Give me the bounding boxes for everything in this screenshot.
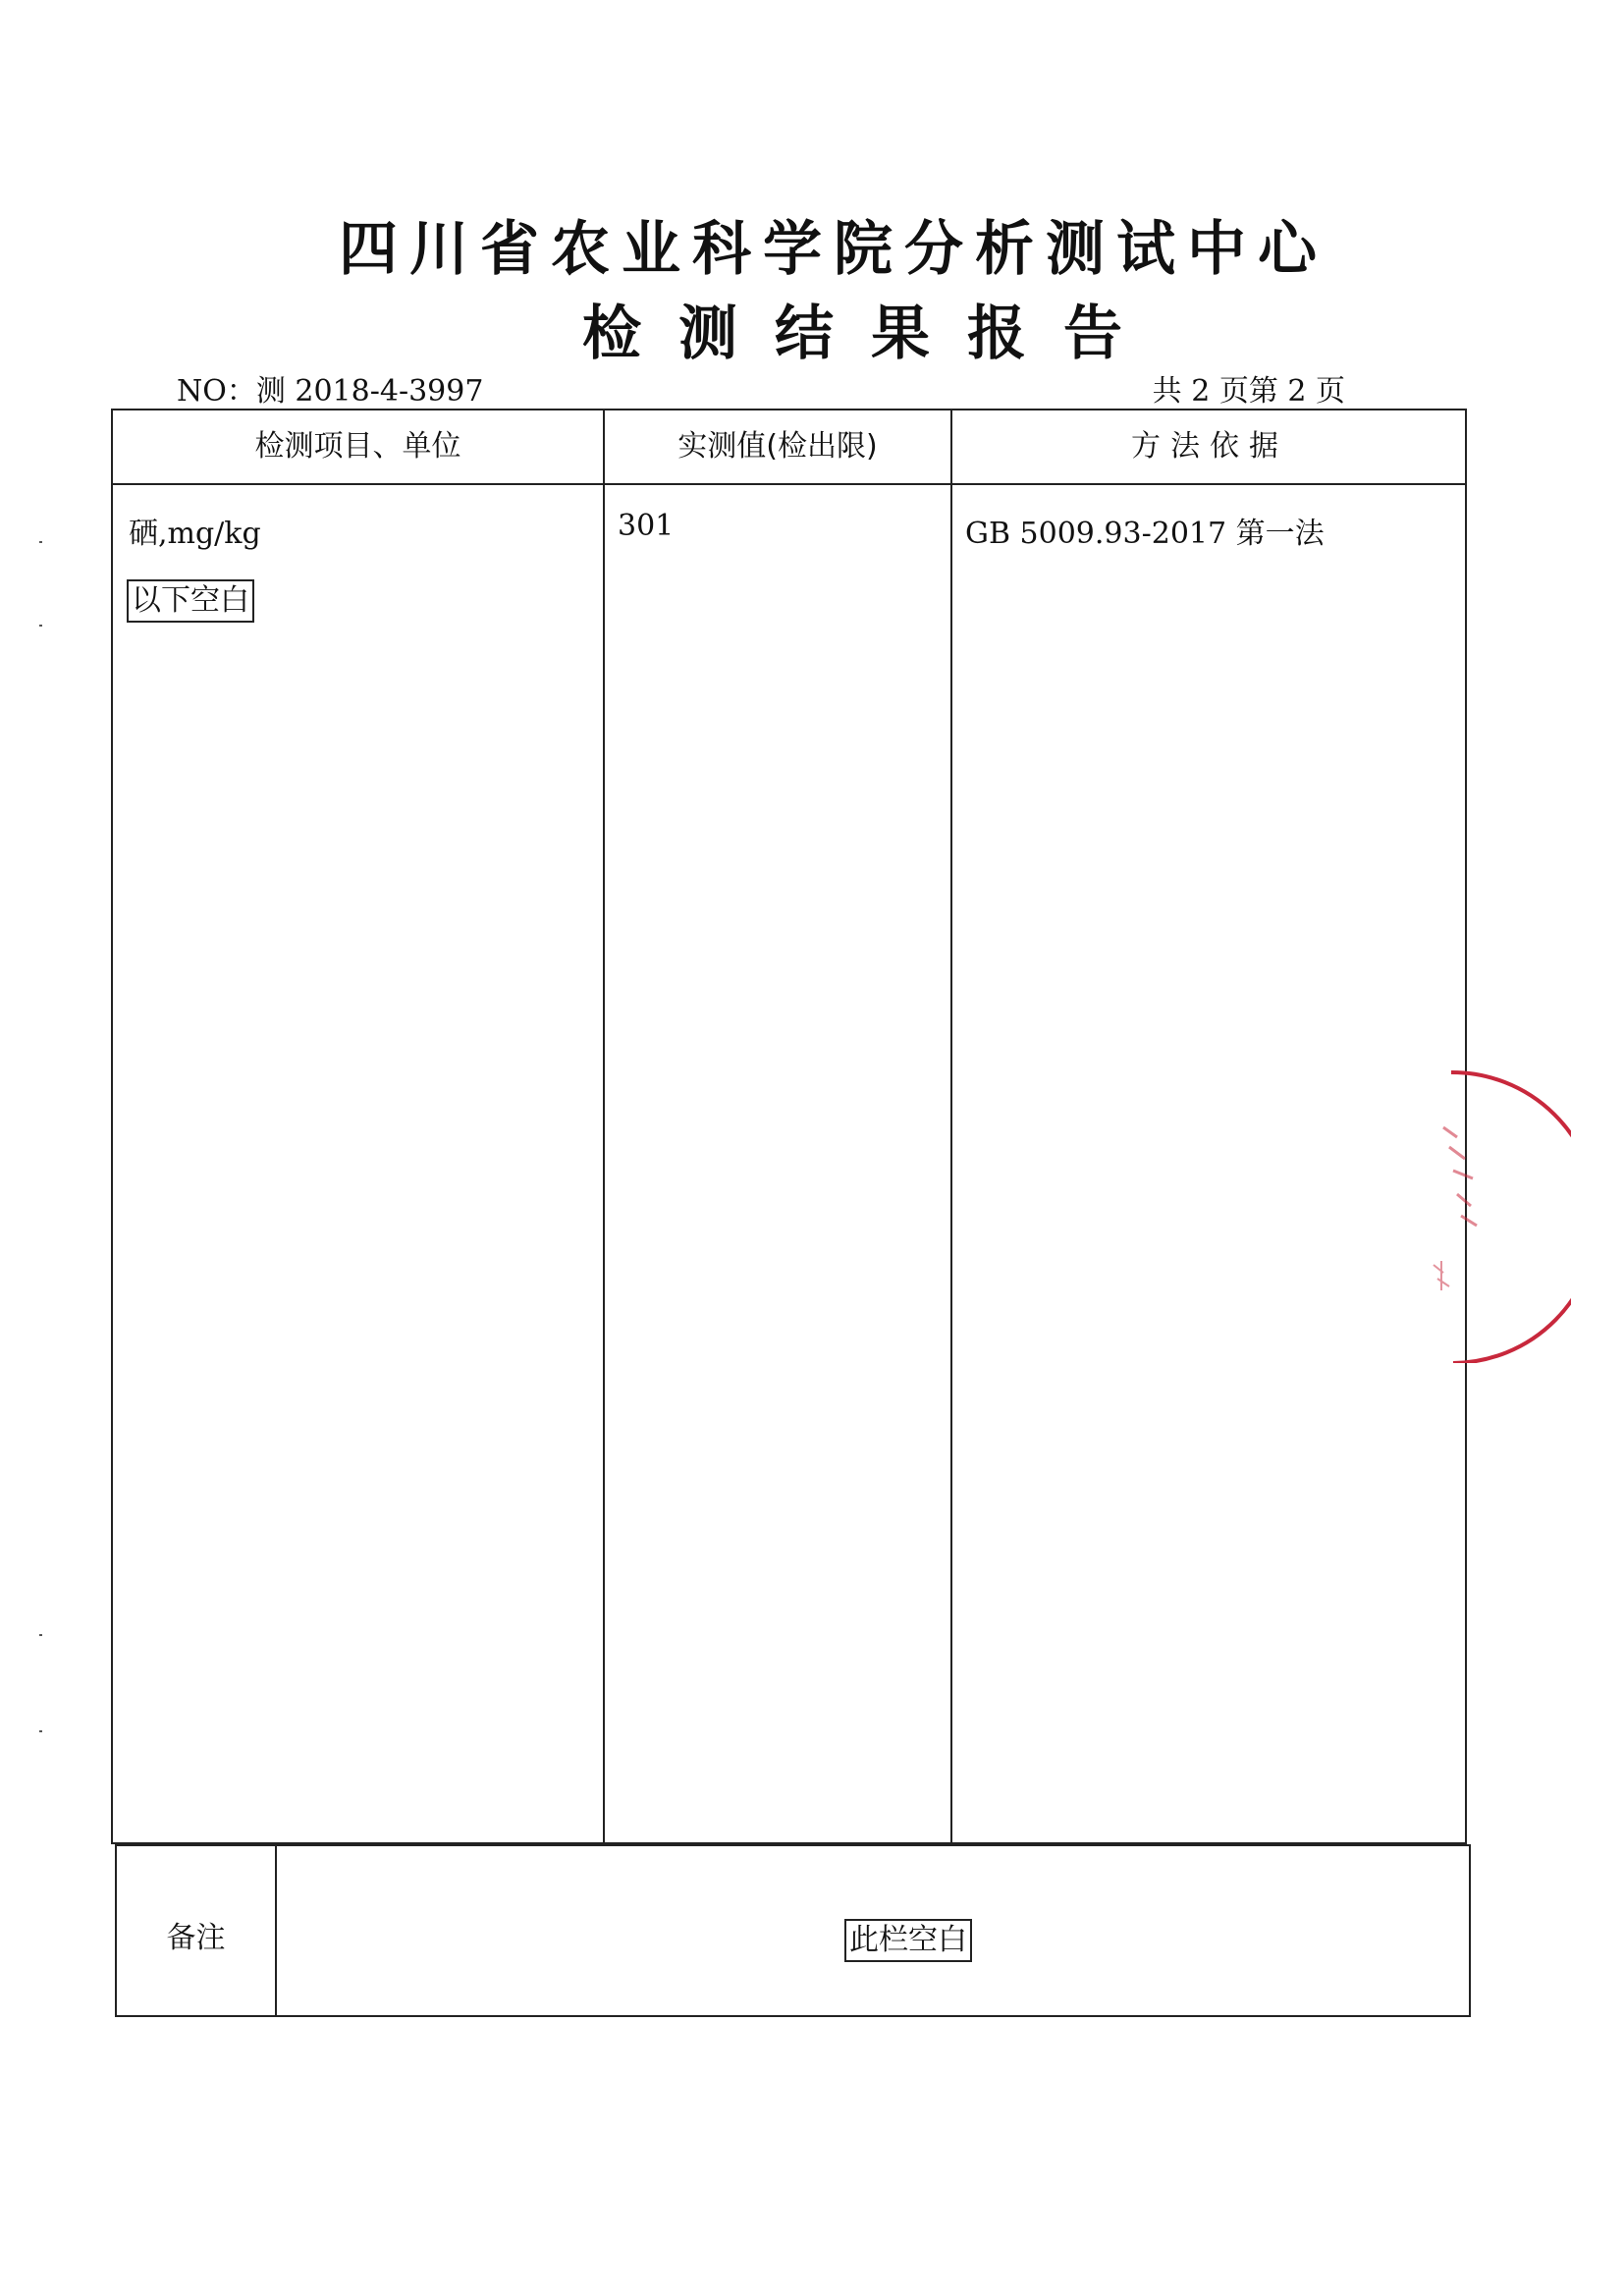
page-info: 共 2 页第 2 页: [1152, 374, 1345, 409]
remarks-blank-marker: 此栏空白: [844, 1919, 972, 1962]
row-item: 硒,mg/kg: [129, 517, 261, 551]
column-header-item: 检测项目、单位: [254, 429, 461, 464]
column-header-method: 方法依据: [1131, 429, 1288, 464]
scan-speck: [39, 1730, 42, 1732]
remarks-divider: [275, 1846, 277, 2015]
report-number: NO：测 2018-4-3997: [177, 374, 484, 409]
organization-title: 四川省农业科学院分析测试中心: [339, 215, 1328, 284]
remarks-label: 备注: [166, 1921, 226, 1955]
column-divider-1: [603, 410, 605, 1842]
header-divider: [113, 483, 1465, 485]
scan-speck: [39, 1634, 42, 1636]
column-header-value: 实测值(检出限): [677, 429, 878, 464]
row-method: GB 5009.93-2017 第一法: [965, 517, 1325, 551]
remarks-section: [115, 1844, 1471, 2017]
column-divider-2: [950, 410, 952, 1842]
row-value: 301: [618, 509, 675, 543]
end-of-content-marker: 以下空白: [127, 579, 254, 623]
results-table: [111, 409, 1467, 1844]
scan-speck: [39, 541, 42, 543]
report-title: 检测结果报告: [582, 300, 1160, 368]
official-seal-icon: [1414, 1068, 1571, 1363]
scan-speck: [39, 625, 42, 627]
